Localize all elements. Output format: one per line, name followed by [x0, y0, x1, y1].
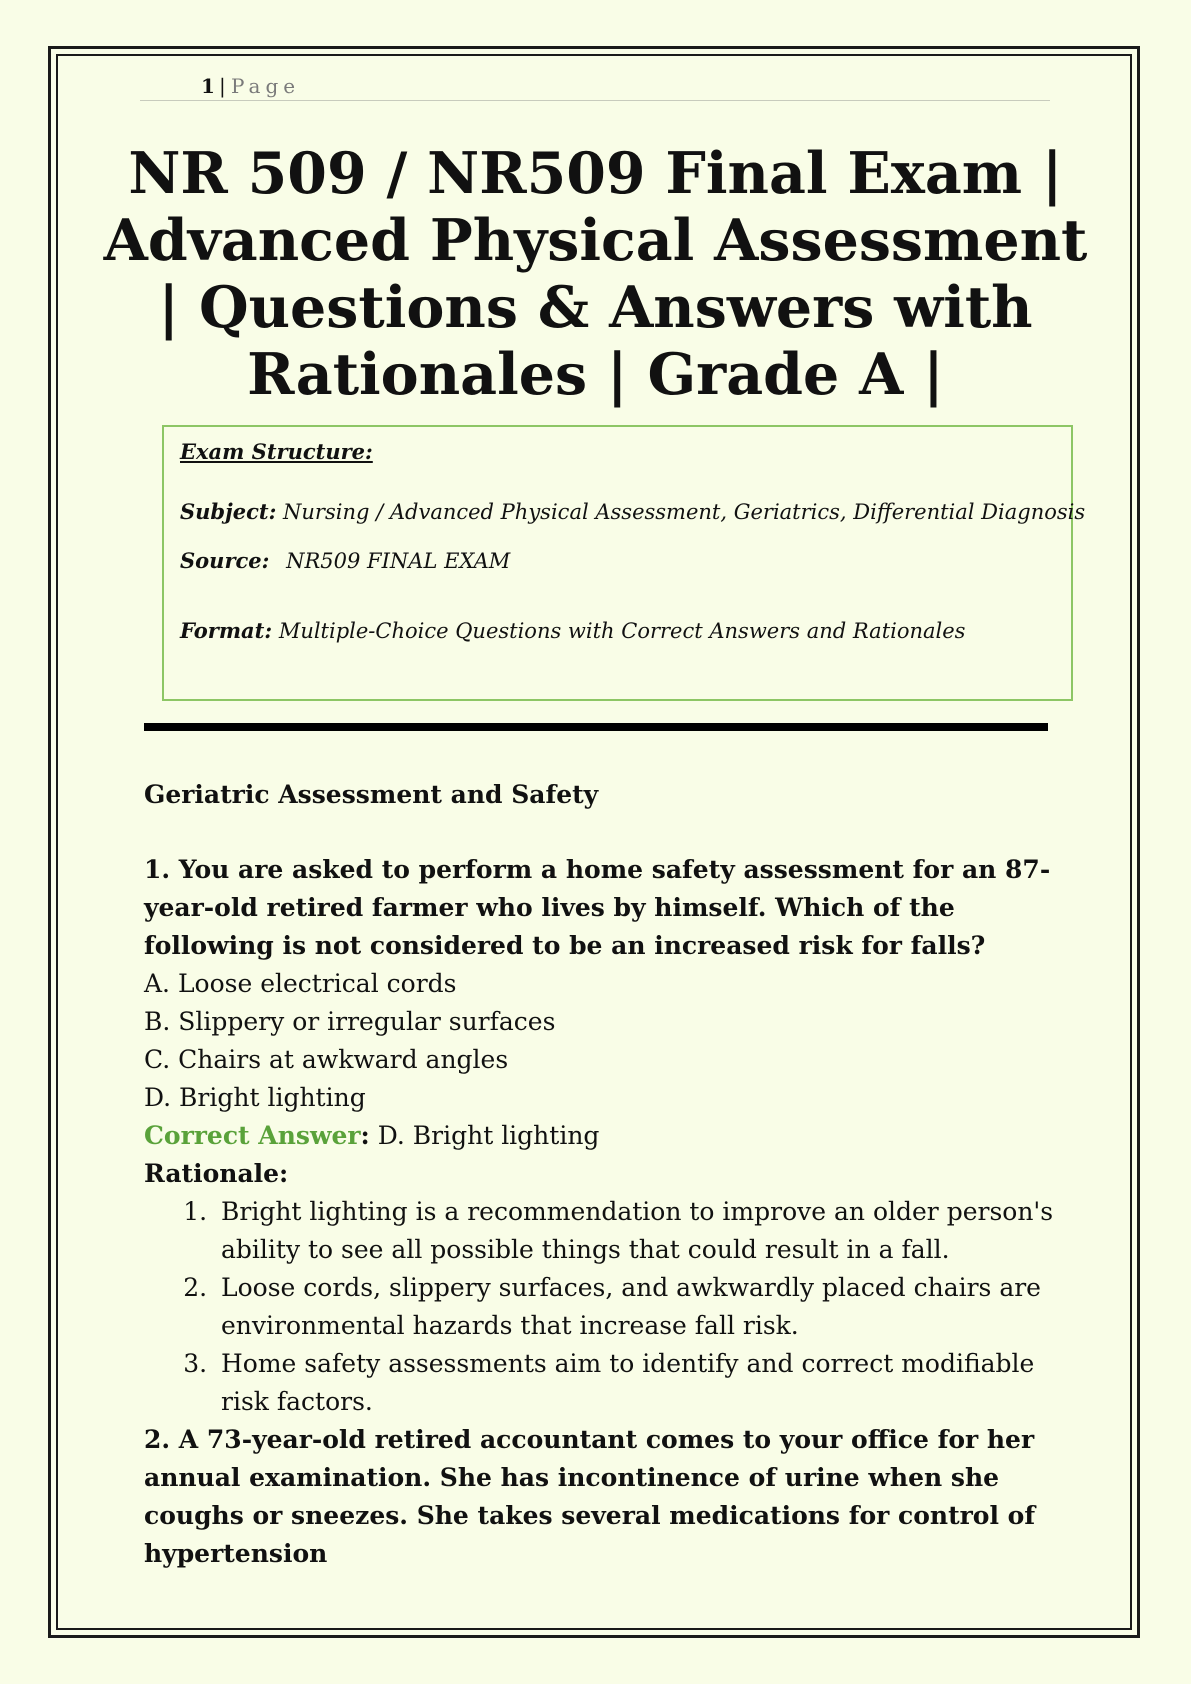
page-header	[140, 72, 1050, 101]
rationale-item: 1. Bright lighting is a recommendation to improve an older person's ability to see all possible things that could result in a fall.	[215, 1193, 1054, 1269]
correct-answer-label: Correct Answer	[144, 1121, 361, 1150]
source-value: NR509 FINAL EXAM	[286, 549, 511, 573]
answer-option: D. Bright lighting	[144, 1083, 366, 1112]
document-title: NR 509 / NR509 Final Exam | Advanced Physical Assessment | Questions & Answers with Rationales | Grade A |	[103, 140, 1088, 408]
answer-option: B. Slippery or irregular surfaces	[144, 1007, 556, 1036]
subject-value: Nursing / Advanced Physical Assessment, Geriatrics, Differential Diagnosis	[283, 500, 1086, 524]
exam-structure-heading: Exam Structure:	[180, 439, 373, 464]
format-line	[180, 618, 965, 643]
subject-line	[180, 499, 1085, 524]
format-value: Multiple-Choice Questions with Correct Answers and Rationales	[278, 619, 966, 643]
page-number: 1	[201, 74, 215, 98]
question-text: 2. A 73-year-old retired accountant comes to your office for her annual examination. She has incontinence of urine when she coughs or sneezes. She takes several medications for control of hypertension	[144, 1425, 1036, 1568]
correct-answer-line	[144, 1117, 1054, 1155]
page-header-separator: |	[219, 74, 226, 98]
correct-answer-colon: :	[360, 1121, 370, 1150]
section-title: Geriatric Assessment and Safety	[144, 780, 599, 809]
rationale-label: Rationale:	[144, 1159, 289, 1188]
answer-option: A. Loose electrical cords	[144, 969, 457, 998]
rationale-item: 3. Home safety assessments aim to identify and correct modifiable risk factors.	[215, 1345, 1054, 1421]
source-label: Source:	[180, 548, 270, 573]
page-label: Page	[231, 74, 301, 98]
exam-structure-box	[162, 425, 1086, 701]
answer-option: C. Chairs at awkward angles	[144, 1045, 509, 1074]
section-divider	[144, 723, 1048, 731]
questions-content	[144, 776, 1054, 1573]
subject-label: Subject:	[180, 499, 277, 524]
correct-answer-value: D. Bright lighting	[369, 1121, 600, 1150]
format-label: Format:	[180, 618, 273, 643]
question-text: 1. You are asked to perform a home safety assessment for an 87-year-old retired farmer who lives by himself. Which of the following is not considered to be an increased risk for falls?	[144, 855, 1051, 960]
rationale-list	[144, 1193, 1054, 1421]
source-line	[180, 548, 510, 573]
rationale-item: 2. Loose cords, slippery surfaces, and awkwardly placed chairs are environmental hazards that increase fall risk.	[215, 1269, 1054, 1345]
